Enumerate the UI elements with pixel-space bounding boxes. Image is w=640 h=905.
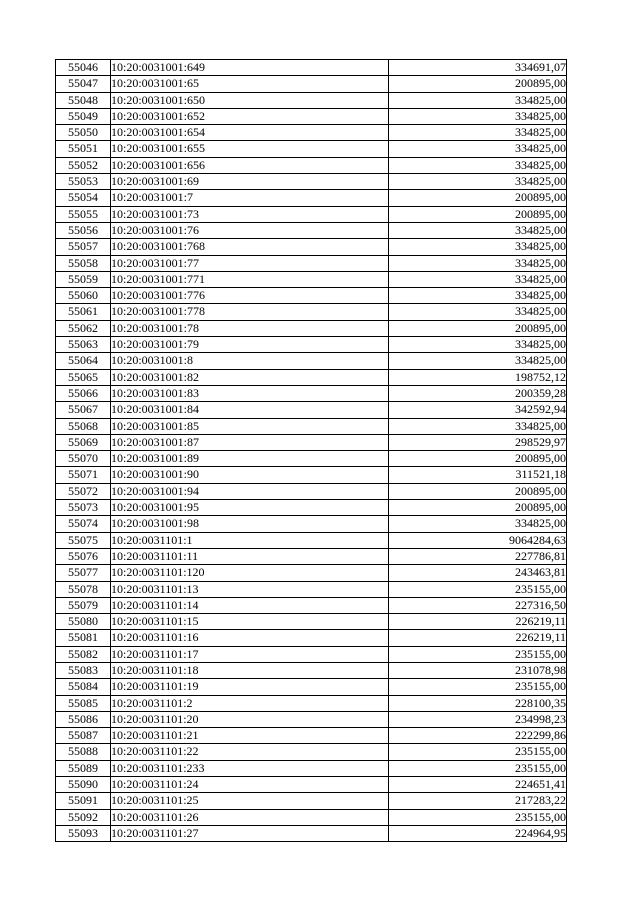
row-number-cell: 55072	[56, 483, 111, 499]
cadastral-value-cell: 200359,28	[389, 385, 567, 401]
row-number-cell: 55048	[56, 92, 111, 108]
cadastral-value-cell: 334825,00	[389, 418, 567, 434]
cadastral-value-cell: 334825,00	[389, 174, 567, 190]
row-number-cell: 55085	[56, 695, 111, 711]
cadastral-value-cell: 334825,00	[389, 304, 567, 320]
row-number-cell: 55051	[56, 141, 111, 157]
cadastral-value-cell: 235155,00	[389, 679, 567, 695]
cadastral-number-cell: 10:20:0031101:13	[111, 581, 389, 597]
cadastral-value-cell: 311521,18	[389, 467, 567, 483]
cadastral-number-cell: 10:20:0031101:20	[111, 711, 389, 727]
table-body	[56, 60, 567, 842]
table-row	[56, 108, 567, 124]
cadastral-value-cell: 200895,00	[389, 206, 567, 222]
cadastral-number-cell: 10:20:0031101:120	[111, 565, 389, 581]
table-row	[56, 695, 567, 711]
cadastral-value-cell: 198752,12	[389, 369, 567, 385]
row-number-cell: 55056	[56, 222, 111, 238]
cadastral-value-cell: 334825,00	[389, 337, 567, 353]
cadastral-value-cell: 226219,11	[389, 630, 567, 646]
row-number-cell: 55058	[56, 255, 111, 271]
table-row	[56, 385, 567, 401]
cadastral-value-cell: 235155,00	[389, 760, 567, 776]
cadastral-value-cell: 228100,35	[389, 695, 567, 711]
row-number-cell: 55086	[56, 711, 111, 727]
cadastral-number-cell: 10:20:0031001:77	[111, 255, 389, 271]
cadastral-value-cell: 235155,00	[389, 646, 567, 662]
cadastral-value-cell: 224651,41	[389, 777, 567, 793]
row-number-cell: 55067	[56, 402, 111, 418]
table-row	[56, 92, 567, 108]
row-number-cell: 55081	[56, 630, 111, 646]
table-row	[56, 646, 567, 662]
cadastral-number-cell: 10:20:0031001:7	[111, 190, 389, 206]
table-row	[56, 255, 567, 271]
table-row	[56, 760, 567, 776]
row-number-cell: 55077	[56, 565, 111, 581]
cadastral-value-cell: 231078,98	[389, 662, 567, 678]
table-row	[56, 548, 567, 564]
row-number-cell: 55063	[56, 337, 111, 353]
cadastral-number-cell: 10:20:0031101:25	[111, 793, 389, 809]
cadastral-value-cell: 243463,81	[389, 565, 567, 581]
cadastral-value-cell: 334825,00	[389, 516, 567, 532]
cadastral-number-cell: 10:20:0031101:15	[111, 614, 389, 630]
cadastral-number-cell: 10:20:0031001:73	[111, 206, 389, 222]
table-row	[56, 320, 567, 336]
cadastral-value-cell: 334825,00	[389, 141, 567, 157]
table-row	[56, 353, 567, 369]
table-row	[56, 141, 567, 157]
cadastral-number-cell: 10:20:0031001:69	[111, 174, 389, 190]
table-row	[56, 125, 567, 141]
cadastral-number-cell: 10:20:0031101:24	[111, 777, 389, 793]
cadastral-value-cell: 334825,00	[389, 288, 567, 304]
cadastral-value-cell: 342592,94	[389, 402, 567, 418]
cadastral-value-cell: 334825,00	[389, 353, 567, 369]
table-row	[56, 614, 567, 630]
table-row	[56, 174, 567, 190]
cadastral-number-cell: 10:20:0031001:85	[111, 418, 389, 434]
table-row	[56, 630, 567, 646]
cadastral-number-cell: 10:20:0031001:655	[111, 141, 389, 157]
cadastral-value-cell: 298529,97	[389, 434, 567, 450]
cadastral-number-cell: 10:20:0031001:654	[111, 125, 389, 141]
cadastral-number-cell: 10:20:0031101:14	[111, 597, 389, 613]
row-number-cell: 55075	[56, 532, 111, 548]
cadastral-number-cell: 10:20:0031101:22	[111, 744, 389, 760]
row-number-cell: 55079	[56, 597, 111, 613]
cadastral-value-cell: 334825,00	[389, 125, 567, 141]
row-number-cell: 55068	[56, 418, 111, 434]
cadastral-value-cell: 235155,00	[389, 581, 567, 597]
row-number-cell: 55073	[56, 500, 111, 516]
cadastral-value-table	[55, 59, 567, 842]
row-number-cell: 55055	[56, 206, 111, 222]
table-row	[56, 744, 567, 760]
cadastral-number-cell: 10:20:0031001:652	[111, 108, 389, 124]
cadastral-value-cell: 222299,86	[389, 728, 567, 744]
table-row	[56, 369, 567, 385]
cadastral-number-cell: 10:20:0031001:87	[111, 434, 389, 450]
row-number-cell: 55071	[56, 467, 111, 483]
cadastral-value-cell: 234998,23	[389, 711, 567, 727]
table-row	[56, 500, 567, 516]
table-row	[56, 418, 567, 434]
row-number-cell: 55070	[56, 451, 111, 467]
row-number-cell: 55084	[56, 679, 111, 695]
cadastral-number-cell: 10:20:0031101:16	[111, 630, 389, 646]
cadastral-number-cell: 10:20:0031101:19	[111, 679, 389, 695]
cadastral-number-cell: 10:20:0031001:8	[111, 353, 389, 369]
cadastral-number-cell: 10:20:0031001:76	[111, 222, 389, 238]
cadastral-value-cell: 334691,07	[389, 60, 567, 76]
cadastral-number-cell: 10:20:0031101:1	[111, 532, 389, 548]
table-row	[56, 157, 567, 173]
cadastral-value-cell: 200895,00	[389, 320, 567, 336]
table-row	[56, 662, 567, 678]
cadastral-value-cell: 334825,00	[389, 239, 567, 255]
table-row	[56, 451, 567, 467]
cadastral-value-cell: 217283,22	[389, 793, 567, 809]
row-number-cell: 55093	[56, 825, 111, 841]
row-number-cell: 55052	[56, 157, 111, 173]
table-row	[56, 597, 567, 613]
table-row	[56, 532, 567, 548]
cadastral-value-cell: 334825,00	[389, 222, 567, 238]
cadastral-value-cell: 224964,95	[389, 825, 567, 841]
table-row	[56, 402, 567, 418]
table-row	[56, 516, 567, 532]
cadastral-value-cell: 227316,50	[389, 597, 567, 613]
table-row	[56, 483, 567, 499]
cadastral-number-cell: 10:20:0031001:79	[111, 337, 389, 353]
row-number-cell: 55087	[56, 728, 111, 744]
cadastral-value-cell: 226219,11	[389, 614, 567, 630]
cadastral-number-cell: 10:20:0031101:233	[111, 760, 389, 776]
cadastral-value-cell: 200895,00	[389, 483, 567, 499]
cadastral-value-cell: 334825,00	[389, 92, 567, 108]
row-number-cell: 55083	[56, 662, 111, 678]
cadastral-number-cell: 10:20:0031001:84	[111, 402, 389, 418]
table-row	[56, 728, 567, 744]
row-number-cell: 55074	[56, 516, 111, 532]
cadastral-number-cell: 10:20:0031101:21	[111, 728, 389, 744]
cadastral-value-cell: 235155,00	[389, 744, 567, 760]
table-row	[56, 777, 567, 793]
cadastral-number-cell: 10:20:0031101:17	[111, 646, 389, 662]
cadastral-value-cell: 334825,00	[389, 108, 567, 124]
table-row	[56, 809, 567, 825]
cadastral-number-cell: 10:20:0031001:656	[111, 157, 389, 173]
cadastral-number-cell: 10:20:0031101:27	[111, 825, 389, 841]
table-row	[56, 581, 567, 597]
table-row	[56, 190, 567, 206]
cadastral-number-cell: 10:20:0031101:2	[111, 695, 389, 711]
cadastral-number-cell: 10:20:0031001:89	[111, 451, 389, 467]
cadastral-value-cell: 9064284,63	[389, 532, 567, 548]
table-row	[56, 434, 567, 450]
cadastral-number-cell: 10:20:0031001:90	[111, 467, 389, 483]
row-number-cell: 55059	[56, 271, 111, 287]
cadastral-number-cell: 10:20:0031001:82	[111, 369, 389, 385]
row-number-cell: 55046	[56, 60, 111, 76]
table-row	[56, 288, 567, 304]
row-number-cell: 55078	[56, 581, 111, 597]
table-row	[56, 793, 567, 809]
table-row	[56, 206, 567, 222]
row-number-cell: 55088	[56, 744, 111, 760]
row-number-cell: 55090	[56, 777, 111, 793]
cadastral-number-cell: 10:20:0031001:778	[111, 304, 389, 320]
cadastral-number-cell: 10:20:0031101:18	[111, 662, 389, 678]
cadastral-number-cell: 10:20:0031001:95	[111, 500, 389, 516]
row-number-cell: 55049	[56, 108, 111, 124]
row-number-cell: 55060	[56, 288, 111, 304]
row-number-cell: 55069	[56, 434, 111, 450]
cadastral-number-cell: 10:20:0031001:98	[111, 516, 389, 532]
cadastral-number-cell: 10:20:0031001:78	[111, 320, 389, 336]
cadastral-value-cell: 200895,00	[389, 451, 567, 467]
table-row	[56, 565, 567, 581]
cadastral-value-cell: 200895,00	[389, 190, 567, 206]
table-row	[56, 337, 567, 353]
row-number-cell: 55064	[56, 353, 111, 369]
cadastral-number-cell: 10:20:0031001:776	[111, 288, 389, 304]
row-number-cell: 55050	[56, 125, 111, 141]
table-row	[56, 239, 567, 255]
row-number-cell: 55082	[56, 646, 111, 662]
row-number-cell: 55066	[56, 385, 111, 401]
cadastral-number-cell: 10:20:0031001:94	[111, 483, 389, 499]
table-row	[56, 304, 567, 320]
cadastral-value-cell: 334825,00	[389, 255, 567, 271]
row-number-cell: 55091	[56, 793, 111, 809]
table-row	[56, 60, 567, 76]
table-row	[56, 467, 567, 483]
cadastral-number-cell: 10:20:0031101:11	[111, 548, 389, 564]
row-number-cell: 55047	[56, 76, 111, 92]
table-row	[56, 271, 567, 287]
cadastral-number-cell: 10:20:0031001:771	[111, 271, 389, 287]
row-number-cell: 55080	[56, 614, 111, 630]
cadastral-number-cell: 10:20:0031101:26	[111, 809, 389, 825]
table-row	[56, 222, 567, 238]
cadastral-number-cell: 10:20:0031001:83	[111, 385, 389, 401]
cadastral-value-cell: 200895,00	[389, 500, 567, 516]
row-number-cell: 55057	[56, 239, 111, 255]
cadastral-value-cell: 334825,00	[389, 271, 567, 287]
cadastral-number-cell: 10:20:0031001:649	[111, 60, 389, 76]
row-number-cell: 55053	[56, 174, 111, 190]
row-number-cell: 55092	[56, 809, 111, 825]
row-number-cell: 55054	[56, 190, 111, 206]
row-number-cell: 55076	[56, 548, 111, 564]
table-row	[56, 679, 567, 695]
cadastral-value-cell: 235155,00	[389, 809, 567, 825]
cadastral-number-cell: 10:20:0031001:768	[111, 239, 389, 255]
row-number-cell: 55065	[56, 369, 111, 385]
row-number-cell: 55061	[56, 304, 111, 320]
table-row	[56, 825, 567, 841]
table-row	[56, 76, 567, 92]
row-number-cell: 55062	[56, 320, 111, 336]
table-row	[56, 711, 567, 727]
cadastral-number-cell: 10:20:0031001:65	[111, 76, 389, 92]
cadastral-value-cell: 227786,81	[389, 548, 567, 564]
cadastral-number-cell: 10:20:0031001:650	[111, 92, 389, 108]
row-number-cell: 55089	[56, 760, 111, 776]
cadastral-value-cell: 200895,00	[389, 76, 567, 92]
cadastral-value-cell: 334825,00	[389, 157, 567, 173]
